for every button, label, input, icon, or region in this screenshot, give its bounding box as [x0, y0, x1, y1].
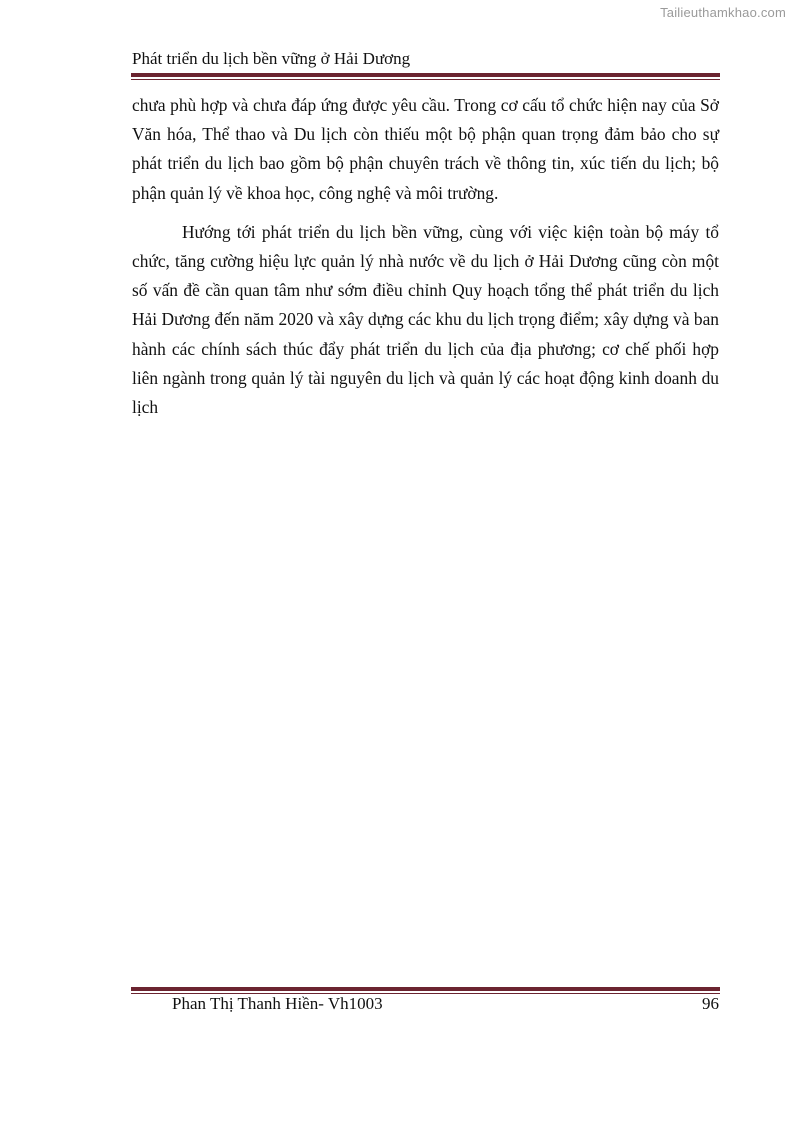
- watermark-text: Tailieuthamkhao.com: [660, 5, 786, 20]
- header-divider: [131, 73, 720, 80]
- footer-author: Phan Thị Thanh Hiền- Vh1003: [172, 994, 383, 1013]
- body-paragraph-1: chưa phù hợp và chưa đáp ứng được yêu cầu. Trong cơ cấu tổ chức hiện nay của Sở Văn hóa, Thể thao và Du lịch còn thiếu một bộ phận quan trọng đảm bảo cho sự phát triển du lịch bao gồm bộ phận chuyên trách về thông tin, xúc tiến du lịch; bộ phận quản lý về khoa học, công nghệ và môi trường.: [132, 95, 719, 203]
- body-paragraph-2: Hướng tới phát triển du lịch bền vững, cùng với việc kiện toàn bộ máy tổ chức, tăng cường hiệu lực quản lý nhà nước về du lịch ở Hải Dương cũng còn một số vấn đề cần quan tâm như sớm điều chỉnh Quy hoạch tổng thể phát triển du lịch Hải Dương đến năm 2020 và xây dựng các khu du lịch trọng điểm; xây dựng và ban hành các chính sách thúc đẩy phát triển du lịch của địa phương; cơ chế phối hợp liên ngành trong quản lý tài nguyên du lịch và quản lý các hoạt động kinh doanh du lịch: [132, 221, 719, 418]
- document-body: [132, 91, 719, 432]
- page-header-title: Phát triển du lịch bền vững ở Hải Dương: [132, 49, 411, 68]
- footer-divider: [131, 987, 720, 994]
- page-number: 96: [702, 994, 719, 1013]
